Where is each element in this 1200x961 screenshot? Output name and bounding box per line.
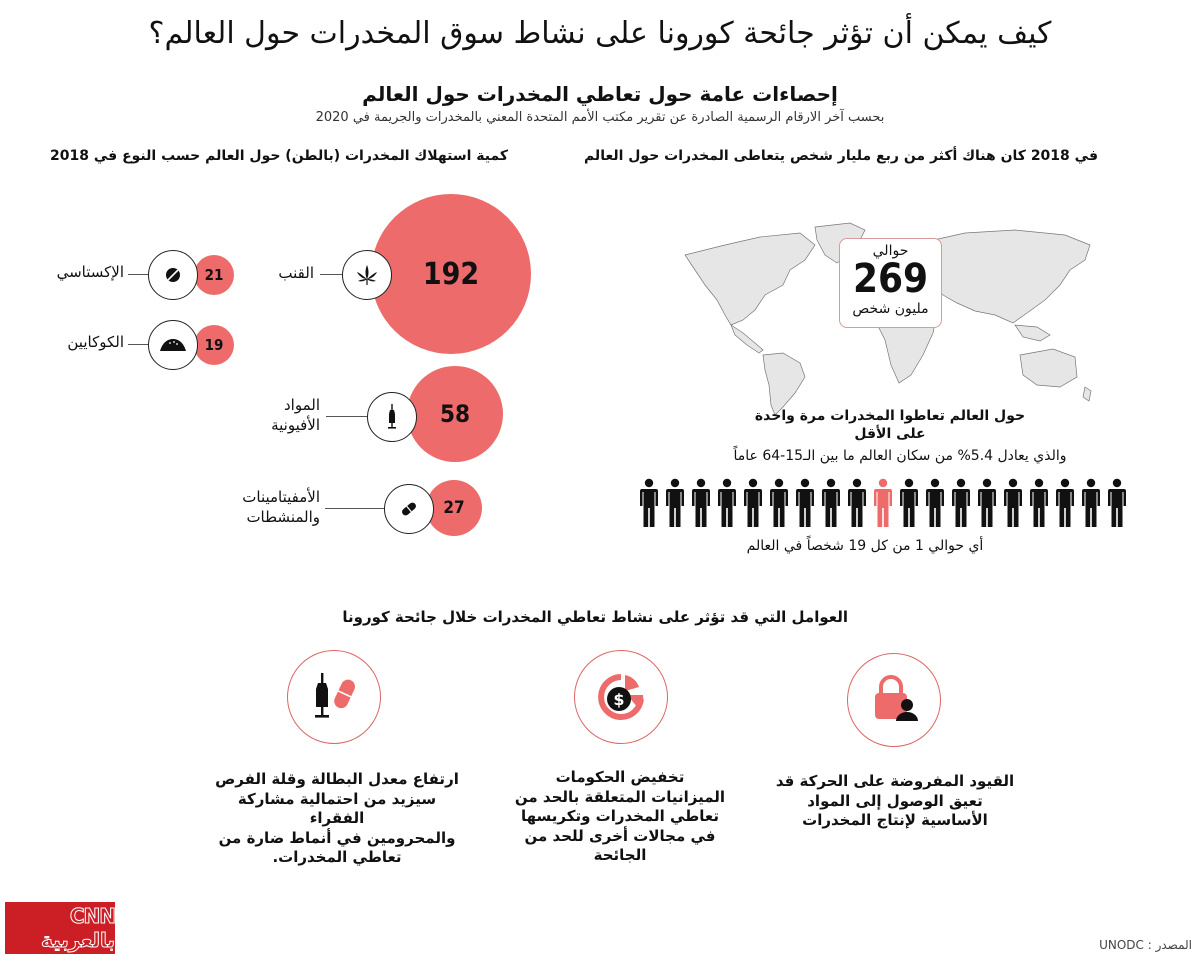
person-figure bbox=[662, 478, 688, 530]
person-icon bbox=[769, 478, 789, 528]
capsule-icon bbox=[399, 499, 419, 519]
asia-shape bbox=[920, 230, 1090, 323]
users-count-number: 269 bbox=[852, 256, 929, 302]
north-america-shape bbox=[685, 233, 815, 325]
person-figure bbox=[1052, 478, 1078, 530]
factors-heading: العوامل التي قد تؤثر على نشاط تعاطي المخدرات خلال جائحة كورونا bbox=[342, 608, 848, 626]
amphetamines-icon-ring bbox=[384, 484, 434, 534]
central-america-shape bbox=[731, 325, 763, 353]
person-figure bbox=[688, 478, 714, 530]
person-figure bbox=[896, 478, 922, 530]
factor-unemployment-line4: تعاطي المخدرات. bbox=[272, 848, 402, 866]
amphetamines-value: 27 bbox=[443, 498, 465, 518]
factor-budget-line5: الجائحة bbox=[593, 846, 647, 864]
person-icon bbox=[743, 478, 763, 528]
person-figure bbox=[1078, 478, 1104, 530]
person-icon bbox=[795, 478, 815, 528]
person-icon bbox=[925, 478, 945, 528]
person-figure bbox=[818, 478, 844, 530]
person-figure bbox=[714, 478, 740, 530]
factor-restrictions-line1: القيود المفروضة على الحركة قد bbox=[775, 772, 1015, 790]
south-america-shape bbox=[763, 353, 805, 415]
factor-unemployment-line2: سيزيد من احتمالية مشاركة الفقراء bbox=[237, 789, 437, 827]
cocaine-icon-ring bbox=[148, 320, 198, 370]
report-source-line: بحسب آخر الارقام الرسمية الصادرة عن تقرير مكتب الأمم المتحدة المعني بالمخدرات والجريمة في 2020 bbox=[315, 110, 885, 125]
person-icon bbox=[899, 478, 919, 528]
users-caption bbox=[740, 408, 1040, 443]
australia-shape bbox=[1020, 349, 1077, 387]
opioids-label-line2: الأفيونية bbox=[271, 415, 320, 434]
person-icon bbox=[951, 478, 971, 528]
factor-restrictions-text bbox=[770, 772, 1020, 831]
cannabis-leader-line bbox=[320, 274, 342, 275]
opioids-icon-ring bbox=[367, 392, 417, 442]
cannabis-value: 192 bbox=[422, 256, 480, 292]
person-figure bbox=[636, 478, 662, 530]
factor-restrictions-line3: الأساسية لإنتاج المخدرات bbox=[802, 811, 988, 829]
users-caption-line1: حول العالم تعاطوا المخدرات مرة واحدة bbox=[754, 408, 1026, 424]
users-count-approx: حوالي bbox=[872, 243, 909, 259]
syringe-icon bbox=[386, 404, 398, 430]
person-icon bbox=[873, 478, 893, 528]
person-figure bbox=[740, 478, 766, 530]
se-asia-islands-shape bbox=[1015, 325, 1050, 341]
factor-unemployment-text bbox=[212, 770, 462, 868]
amphetamines-label-line1: الأمفيتامينات bbox=[242, 488, 320, 506]
factor-budget-text bbox=[505, 768, 735, 866]
person-figure bbox=[1104, 478, 1130, 530]
cocaine-value: 19 bbox=[204, 336, 224, 354]
person-icon bbox=[977, 478, 997, 528]
amphetamines-value-bubble bbox=[426, 480, 482, 536]
opioids-leader-line bbox=[326, 416, 367, 417]
cannabis-icon-ring bbox=[342, 250, 392, 300]
logo-text: CNN بالعربية bbox=[40, 904, 115, 952]
opioids-label-line1: المواد bbox=[283, 396, 320, 414]
users-count-box bbox=[839, 238, 942, 328]
cocaine-leader-line bbox=[128, 344, 148, 345]
users-caption-line2: على الأقل bbox=[854, 425, 926, 442]
person-icon bbox=[1055, 478, 1075, 528]
people-pictogram-row bbox=[636, 478, 1130, 530]
ecstasy-value: 21 bbox=[204, 266, 224, 284]
person-figure bbox=[1026, 478, 1052, 530]
ecstasy-pill-icon bbox=[165, 267, 181, 283]
factor-unemployment-line3: والمحرومين في أنماط ضارة من bbox=[218, 828, 456, 847]
ecstasy-label: الإكستاسي bbox=[56, 263, 124, 281]
cocaine-label: الكوكايين bbox=[67, 333, 124, 351]
users-count-unit: مليون شخص bbox=[852, 301, 929, 317]
users-heading: في 2018 كان هناك أكثر من ربع مليار شخص يتعاطى المخدرات حول العالم bbox=[583, 148, 1098, 164]
main-title: كيف يمكن أن تؤثر جائحة كورونا على نشاط سوق المخدرات حول العالم؟ bbox=[148, 16, 1052, 51]
person-icon bbox=[691, 478, 711, 528]
amphetamines-leader-line bbox=[325, 508, 384, 509]
ecstasy-icon-ring bbox=[148, 250, 198, 300]
factor-budget-line1: تخفيض الحكومات bbox=[555, 768, 685, 786]
person-icon bbox=[1081, 478, 1101, 528]
person-icon bbox=[847, 478, 867, 528]
ecstasy-leader-line bbox=[128, 274, 148, 275]
new-zealand-shape bbox=[1083, 387, 1091, 401]
users-ratio-text: أي حوالي 1 من كل 19 شخصاً في العالم bbox=[746, 538, 984, 554]
person-icon bbox=[717, 478, 737, 528]
factor-budget-icon-ring bbox=[574, 650, 668, 744]
person-figure bbox=[792, 478, 818, 530]
person-figure bbox=[974, 478, 1000, 530]
person-figure bbox=[1000, 478, 1026, 530]
person-icon bbox=[1029, 478, 1049, 528]
factor-budget-line4: في مجالات أخرى للحد من bbox=[524, 826, 716, 845]
person-figure bbox=[922, 478, 948, 530]
factor-restrictions-icon-ring bbox=[847, 653, 941, 747]
cannabis-leaf-icon bbox=[355, 264, 379, 286]
factor-budget-line3: تعاطي المخدرات وتكريسها bbox=[520, 807, 720, 825]
footer-source: المصدر : UNODC bbox=[1099, 938, 1192, 952]
person-icon bbox=[1107, 478, 1127, 528]
users-percent-text: والذي يعادل 5.4% من سكان العالم ما بين الـ15-64 عاماً bbox=[733, 448, 1067, 464]
cocaine-value-bubble bbox=[194, 325, 234, 365]
factor-unemployment-line1: ارتفاع معدل البطالة وقلة الفرص bbox=[215, 770, 459, 788]
budget-dollar-icon bbox=[593, 669, 649, 725]
person-icon bbox=[821, 478, 841, 528]
cocaine-pile-icon bbox=[159, 338, 187, 352]
lock-person-icon bbox=[867, 675, 921, 725]
person-figure bbox=[948, 478, 974, 530]
section-subtitle: إحصاءات عامة حول تعاطي المخدرات حول العالم bbox=[362, 82, 838, 106]
cnn-arabic-logo bbox=[5, 902, 115, 954]
svg-text:$: $ bbox=[613, 690, 625, 709]
factor-unemployment-icon-ring bbox=[287, 650, 381, 744]
person-figure-highlighted bbox=[870, 478, 896, 530]
person-figure bbox=[844, 478, 870, 530]
factor-budget-line2: الميزانيات المتعلقة بالحد من bbox=[514, 787, 726, 806]
syringe-pill-icon bbox=[309, 671, 359, 723]
person-icon bbox=[1003, 478, 1023, 528]
ecstasy-value-bubble bbox=[194, 255, 234, 295]
opioids-value: 58 bbox=[439, 400, 471, 428]
amphetamines-label-line2: والمنشطات bbox=[246, 507, 320, 526]
cannabis-value-bubble bbox=[371, 194, 531, 354]
cannabis-label: القنب bbox=[278, 264, 314, 282]
opioids-label bbox=[271, 396, 320, 435]
person-icon bbox=[639, 478, 659, 528]
amphetamines-label bbox=[242, 488, 320, 527]
person-figure bbox=[766, 478, 792, 530]
opioids-value-bubble bbox=[407, 366, 503, 462]
person-icon bbox=[665, 478, 685, 528]
consumption-heading: كمية استهلاك المخدرات (بالطن) حول العالم حسب النوع في 2018 bbox=[50, 148, 508, 164]
factor-restrictions-line2: تعيق الوصول إلى المواد bbox=[807, 791, 983, 810]
